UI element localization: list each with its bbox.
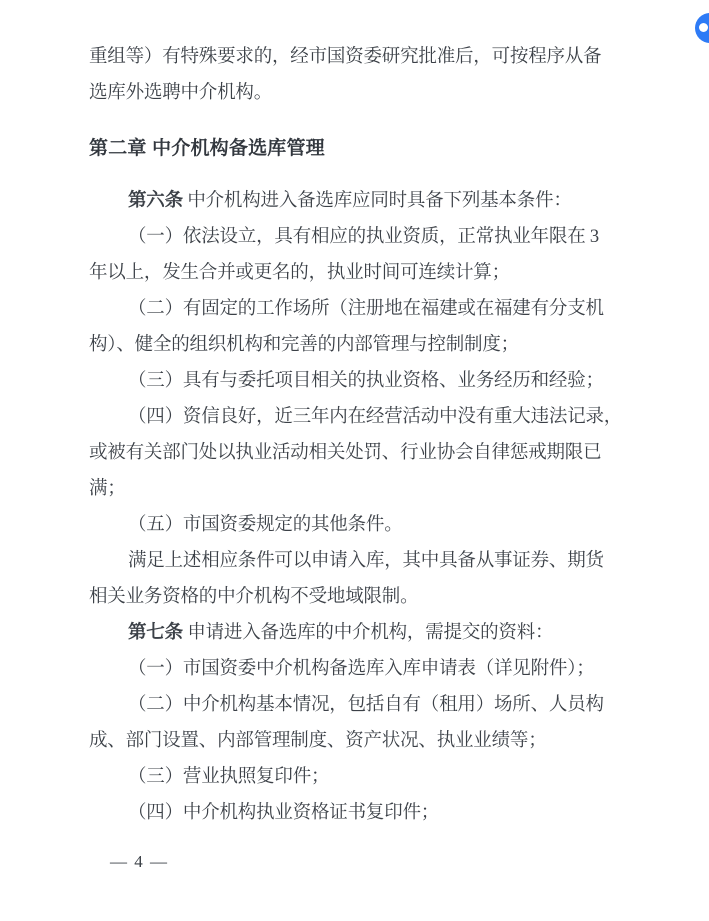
text-line bbox=[89, 615, 623, 651]
floating-button[interactable] bbox=[695, 13, 709, 43]
text-line: 成、部门设置、内部管理制度、资产状况、执业业绩等； bbox=[89, 731, 547, 751]
text-line: 重组等）有特殊要求的，经市国资委研究批准后，可按程序从备 bbox=[89, 47, 602, 67]
article-number: 第七条 bbox=[128, 623, 183, 643]
text-line: （二）有固定的工作场所（注册地在福建或在福建有分支机 bbox=[128, 299, 604, 319]
text-line: （三）具有与委托项目相关的执业资格、业务经历和经验； bbox=[128, 371, 604, 391]
text-line: （二）中介机构基本情况，包括自有（租用）场所、人员构 bbox=[128, 695, 604, 715]
text-line: 年以上，发生合并或更名的，执业时间可连续计算； bbox=[89, 263, 510, 283]
article-text: 申请进入备选库的中介机构，需提交的资料： bbox=[182, 623, 554, 643]
text-line: （三）营业执照复印件； bbox=[128, 767, 330, 787]
page-number: — 4 — bbox=[110, 852, 169, 871]
text-line: 构）、健全的组织机构和完善的内部管理与控制制度； bbox=[89, 335, 519, 355]
floating-dot-icon bbox=[699, 23, 708, 32]
text-line: 选库外选聘中介机构。 bbox=[89, 83, 273, 103]
text-line bbox=[89, 183, 623, 219]
article-text: 中介机构进入备选库应同时具备下列基本条件： bbox=[182, 191, 572, 211]
document-content bbox=[89, 0, 623, 831]
article-number: 第六条 bbox=[128, 191, 183, 211]
text-line: （一）依法设立，具有相应的执业资质，正常执业年限在 3 bbox=[128, 227, 599, 247]
text-line: （四）中介机构执业资格证书复印件； bbox=[128, 803, 440, 823]
text-line: （一）市国资委中介机构备选库入库申请表（详见附件）； bbox=[128, 659, 595, 679]
text-line: 满足上述相应条件可以申请入库，其中具备从事证券、期货 bbox=[128, 551, 604, 571]
text-line: （四）资信良好，近三年内在经营活动中没有重大违法记录， bbox=[128, 407, 623, 427]
text-line: 或被有关部门处以执业活动相关处罚、行业协会自律惩戒期限已 bbox=[89, 443, 602, 463]
chapter-heading: 第二章 中介机构备选库管理 bbox=[89, 138, 325, 159]
text-line: （五）市国资委规定的其他条件。 bbox=[128, 515, 403, 535]
text-line: 相关业务资格的中介机构不受地域限制。 bbox=[89, 587, 419, 607]
text-line: 满； bbox=[89, 479, 126, 499]
